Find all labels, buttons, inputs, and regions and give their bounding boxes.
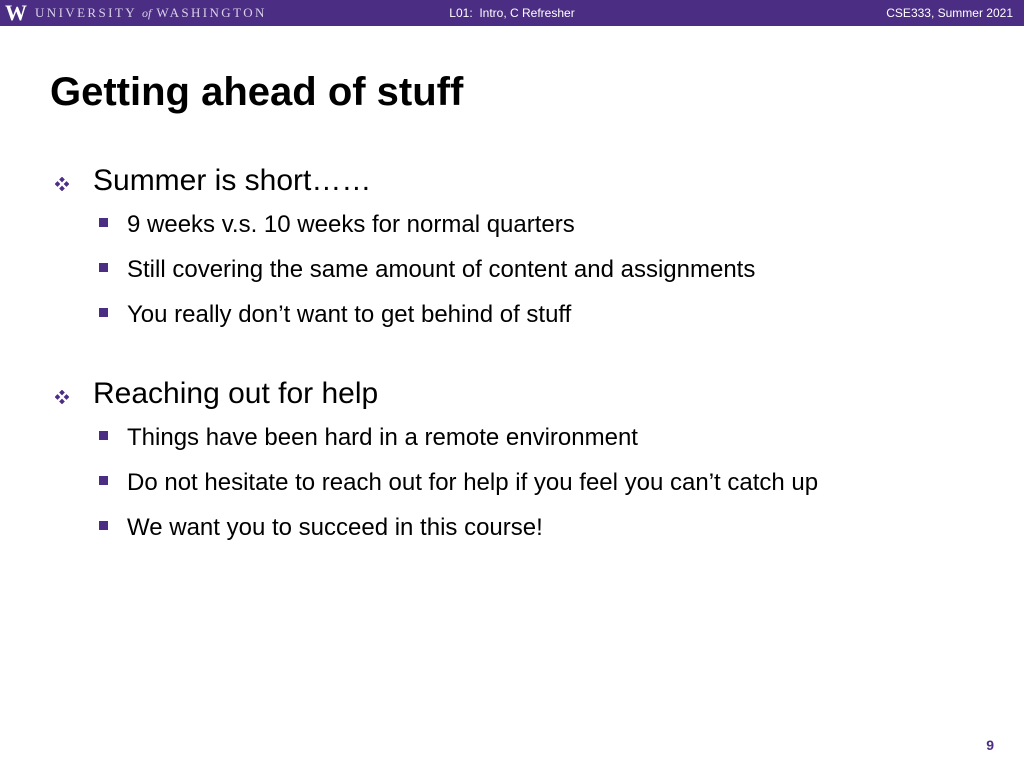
page-number: 9 [986,737,994,753]
lecture-title: L01: Intro, C Refresher [449,6,575,20]
sub-bullet-text: Things have been hard in a remote environment [127,424,638,451]
sub-bullet [52,292,1002,337]
square-bullet-icon [99,308,108,317]
university-name-left: UNIVERSITY [35,5,137,20]
slide-title: Getting ahead of stuff [50,70,464,114]
sub-bullet [52,247,1002,292]
header-bar [0,0,1024,26]
bullet-text: Reaching out for help [93,377,379,410]
university-name-of: of [142,6,152,20]
sub-bullet-text: Do not hesitate to reach out for help if you feel you can’t catch up [127,469,819,496]
sub-bullet-text: You really don’t want to get behind of stuff [127,301,572,328]
section-spacer [52,337,1002,373]
sub-bullet-text: 9 weeks v.s. 10 weeks for normal quarters [127,211,575,238]
square-bullet-icon [99,431,108,440]
bullet-summer-is-short [52,160,1002,202]
sub-bullet-text: We want you to succeed in this course! [127,514,543,541]
university-name-right: WASHINGTON [156,5,267,20]
sub-bullet-text: Still covering the same amount of content and assignments [127,256,756,283]
square-bullet-icon [99,476,108,485]
bullet-text: Summer is short…… [93,164,372,197]
square-bullet-icon [99,218,108,227]
course-label: CSE333, Summer 2021 [886,6,1013,20]
square-bullet-icon [99,263,108,272]
sub-bullet [52,415,1002,460]
sub-bullet [52,202,1002,247]
sub-bullet [52,505,1002,550]
diamond-bullet-icon [55,390,69,404]
sub-bullet [52,460,1002,505]
uw-w-logo-icon: W [5,0,27,25]
bullet-list [52,160,1002,550]
bullet-reaching-out [52,373,1002,415]
square-bullet-icon [99,521,108,530]
diamond-bullet-icon [55,177,69,191]
